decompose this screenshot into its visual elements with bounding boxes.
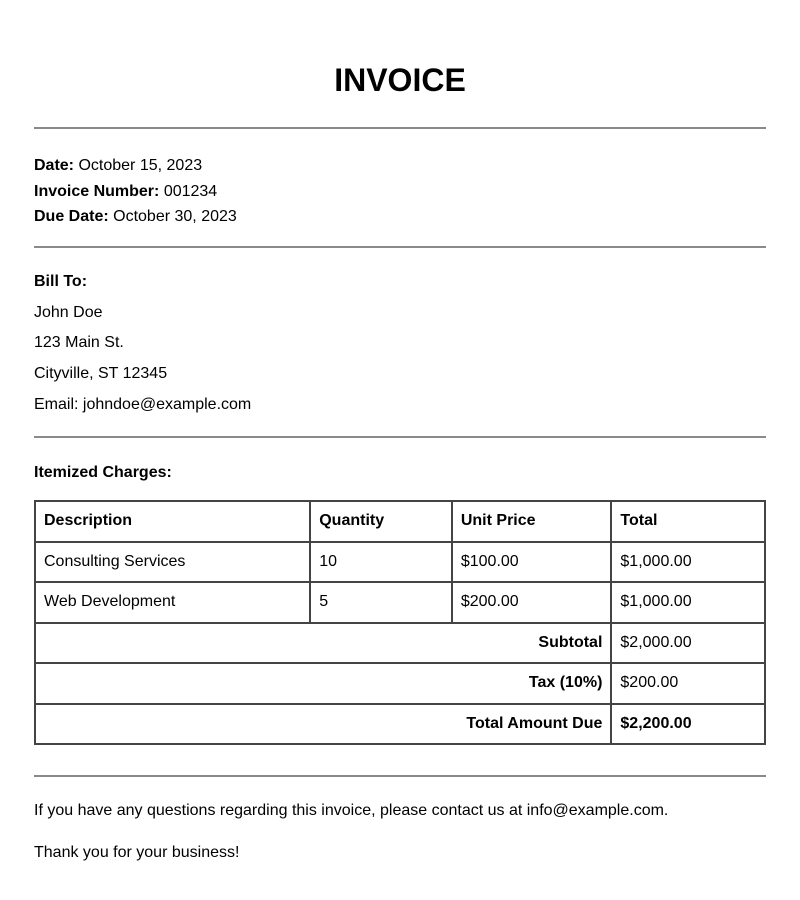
bill-to-heading: Bill To: (34, 273, 88, 290)
invoice-number-value: 001234 (163, 182, 218, 200)
itemized-charges-heading: Itemized Charges: (34, 464, 172, 481)
table-row (35, 542, 765, 583)
item-quantity: 5 (310, 582, 452, 623)
customer-email: Email: johndoe@example.com (34, 395, 252, 413)
date-row (34, 153, 237, 179)
column-header-quantity: Quantity (310, 501, 452, 542)
item-total: $1,000.00 (611, 542, 765, 583)
item-total: $1,000.00 (611, 582, 765, 623)
divider (34, 246, 766, 248)
invoice-number-label: Invoice Number: (34, 182, 160, 200)
customer-street: 123 Main St. (34, 334, 124, 352)
tax-row (35, 663, 765, 704)
invoice-meta (34, 153, 237, 230)
total-due-row (35, 704, 765, 745)
due-date-value: October 30, 2023 (113, 208, 237, 225)
bill-to-section (34, 271, 251, 424)
subtotal-row (35, 623, 765, 664)
thank-you-note: Thank you for your business! (34, 844, 240, 861)
table-header-row (35, 501, 765, 542)
total-due-label: Total Amount Due (35, 704, 611, 745)
divider (34, 436, 766, 438)
contact-note: If you have any questions regarding this invoice, please contact us at info@example.com. (34, 802, 669, 819)
date-value: October 15, 2023 (78, 157, 203, 174)
table-row (35, 582, 765, 623)
customer-city: Cityville, ST 12345 (34, 365, 168, 383)
column-header-total: Total (611, 501, 765, 542)
divider (34, 775, 766, 777)
column-header-unit-price: Unit Price (452, 501, 612, 542)
subtotal-value: $2,000.00 (611, 623, 765, 664)
total-due-value: $2,200.00 (611, 704, 765, 745)
subtotal-label: Subtotal (35, 623, 611, 664)
item-description: Consulting Services (35, 542, 310, 583)
invoice-title: INVOICE (334, 62, 466, 98)
due-date-label: Due Date: (34, 208, 109, 225)
item-description: Web Development (35, 582, 310, 623)
invoice-number-row (34, 179, 237, 205)
divider (34, 127, 766, 129)
item-quantity: 10 (310, 542, 452, 583)
customer-name: John Doe (34, 303, 103, 321)
tax-label: Tax (10%) (35, 663, 611, 704)
item-unit-price: $200.00 (452, 582, 612, 623)
charges-table (34, 500, 766, 745)
date-label: Date: (34, 157, 75, 174)
column-header-description: Description (35, 501, 310, 542)
tax-value: $200.00 (611, 663, 765, 704)
due-date-row (34, 204, 237, 230)
item-unit-price: $100.00 (452, 542, 612, 583)
